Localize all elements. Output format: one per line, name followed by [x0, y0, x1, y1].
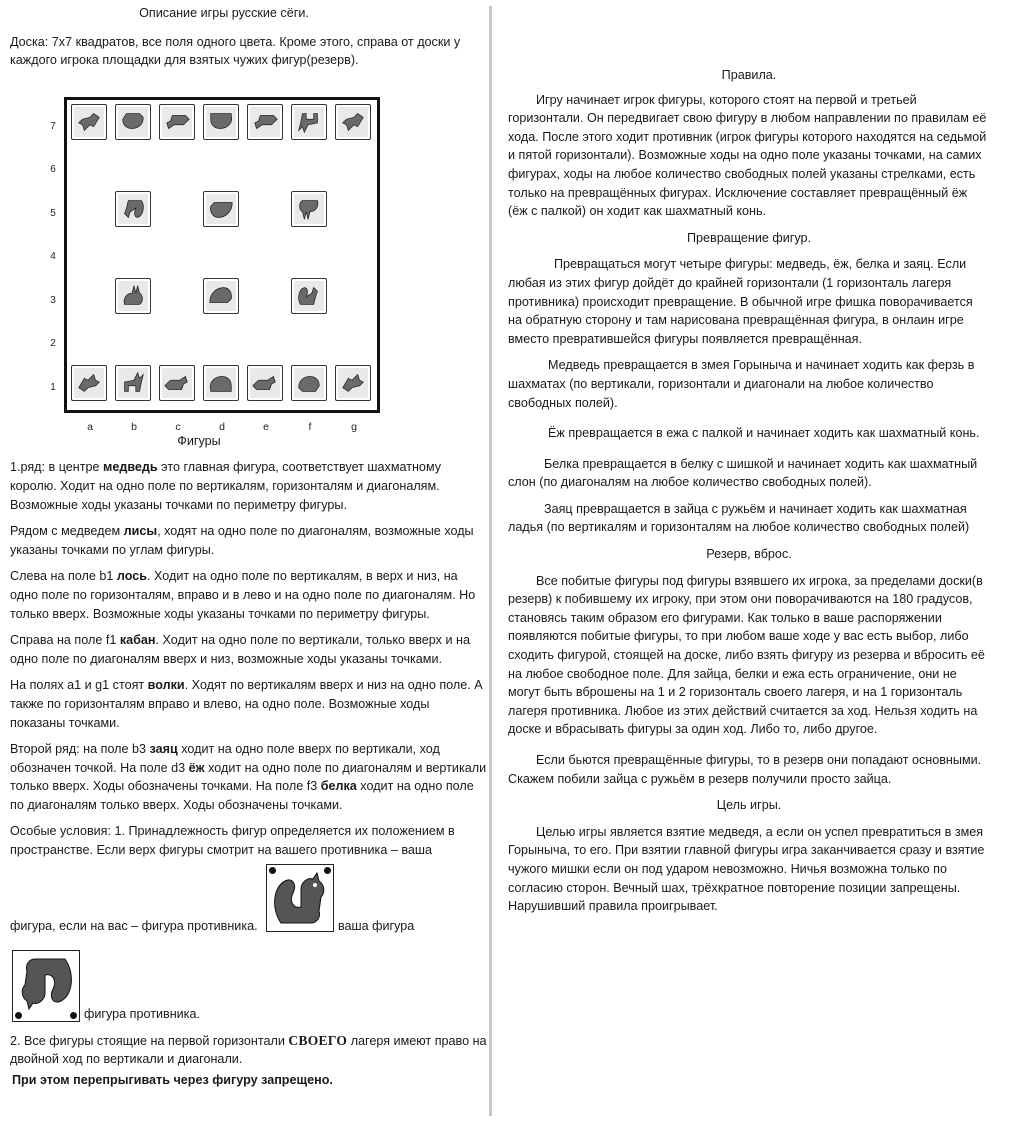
- board-cell[interactable]: [287, 361, 331, 404]
- game-piece[interactable]: [335, 365, 371, 401]
- squirrel-icon: [119, 195, 147, 223]
- board-cell[interactable]: [199, 274, 243, 317]
- rules-text: Игру начинает игрок фигуры, которого стоят на первой и третьей горизонтали. Он передвигает свою фигуру в любом направлении по правилам её хода. После этого ходит противник (игрок фигуры которого находятся на седьмой и пятой горизонтали). Возможные ходы на одно поле указаны точками, на самих фигурах, ходы на любое количество свободных полей указаны стрелками, есть только на превращённых фигурах. Исключение составляет превращённый ёж (ёж с палкой) он ходит как шахматный конь.: [508, 92, 987, 219]
- reserve-promoted: Если бьются превращённые фигуры, то в резерв они попадают основными. Скажем побили зайца с ружьём в резерв получили просто зайца.: [508, 753, 982, 786]
- enemy-example: [10, 950, 488, 1022]
- row-label: 2: [50, 338, 56, 350]
- squirrel-icon: [267, 865, 333, 931]
- board-cell[interactable]: [111, 187, 155, 230]
- board-cell[interactable]: [67, 361, 111, 404]
- board-cell[interactable]: [287, 274, 331, 317]
- column-label: a: [87, 420, 93, 433]
- game-piece[interactable]: [335, 104, 371, 140]
- board-cell[interactable]: [111, 361, 155, 404]
- board-cell[interactable]: [155, 100, 199, 143]
- game-piece[interactable]: [291, 104, 327, 140]
- game-piece[interactable]: [203, 278, 239, 314]
- boar-description: Справа на поле f1 кабан. Ходит на одно поле по вертикали, только вверх и на одно поле по диагоналям вверх и низ, возможные ходы указаны точками.: [10, 633, 470, 666]
- hare-icon: [119, 282, 147, 310]
- fox-description: Рядом с медведем лисы, ходят на одно поле по диагоналям, возможные ходы указаны точками по углам фигуры.: [10, 524, 474, 557]
- promotion-hare: Заяц превращается в зайца с ружьём и начинает ходить как шахматная ладья (по вертикалям и горизонталям на любое количество свободных полей): [508, 501, 970, 535]
- column-divider: [489, 6, 492, 1116]
- reserve-heading: Резерв, вброс.: [706, 547, 792, 562]
- game-piece[interactable]: [203, 104, 239, 140]
- fox-icon: [75, 108, 103, 136]
- ownership-text-b: ваша фигура: [338, 919, 415, 934]
- game-piece[interactable]: [159, 365, 195, 401]
- reserve-text: Все побитые фигуры под фигуры взявшего их игрока, за пределами доски(в резерв) к побившему их игроку, при этом они поворачиваются на 180 градусов, становясь таким образом его фигурами. Как только в ваше распоряжении появляются побитые фигуры, то при любом ваше ходе у вас есть выбор, либо сходить фигурой, стоящей на доске, либо взять фигуру из резерва и вбросить её на любое свободное поле. Для зайца, белки и ежа есть ограничение, они не могут быть вброшены на 1 и 2 горизонталь своего лагеря, и на 1 горизонталь лагеря противника. Любое из этих действий считается за ход. Нельзя ходить на доске и вбрасывать фигуры за один ход. Либо то, либо другое.: [508, 573, 985, 737]
- boar-icon: [119, 108, 147, 136]
- game-piece[interactable]: [291, 365, 327, 401]
- row-label: 7: [50, 120, 56, 132]
- boar-icon: [295, 369, 323, 397]
- elk-description: Слева на поле b1 лось. Ходит на одно поле по вертикалям, в верх и низ, на одно поле по горизонталям, вправо и в лево и на одно поле по диагоналям. Но только вверх. Возможные ходы указаны точками по периметру фигуры.: [10, 569, 476, 621]
- elk-icon: [119, 369, 147, 397]
- wolf-description: На полях a1 и g1 стоят волки. Ходят по вертикалям вверх и низ на одно поле. А также по горизонталям вправо и влево, на одно поле. Возможные ходы показаны точками.: [10, 678, 483, 730]
- right-column: [508, 66, 990, 924]
- board-cell[interactable]: [199, 187, 243, 230]
- double-move-rule: 2. Все фигуры стоящие на первой горизонтали СВОЕГО лагеря имеют право на двойной ход по вертикали и диагонали.: [10, 1032, 487, 1067]
- column-label: e: [263, 420, 269, 433]
- hedgehog-icon: [207, 282, 235, 310]
- hedgehog-icon: [207, 195, 235, 223]
- row-label: 6: [50, 164, 56, 176]
- board-cell[interactable]: [287, 100, 331, 143]
- game-piece[interactable]: [71, 104, 107, 140]
- game-piece[interactable]: [159, 104, 195, 140]
- board-cell[interactable]: [199, 361, 243, 404]
- row-label: 3: [50, 294, 56, 306]
- wolf-icon: [251, 108, 279, 136]
- row-label: 5: [50, 207, 56, 219]
- board-cell[interactable]: [331, 100, 375, 143]
- game-piece[interactable]: [203, 365, 239, 401]
- squirrel-icon: [295, 282, 323, 310]
- board-cell[interactable]: [199, 100, 243, 143]
- ownership-text-a: фигура, если на вас – фигура противника.: [10, 919, 258, 934]
- row-label: 4: [50, 251, 56, 263]
- board-cell[interactable]: [67, 100, 111, 143]
- board-cell[interactable]: [243, 100, 287, 143]
- elk-icon: [295, 108, 323, 136]
- board-cell[interactable]: [331, 361, 375, 404]
- fox-icon: [339, 369, 367, 397]
- game-piece[interactable]: [291, 278, 327, 314]
- promotion-bear: Медведь превращается в змея Горыныча и начинает ходить как ферзь в шахматах (по вертикали, горизонтали и диагонали на любое количество свободных полей).: [508, 358, 975, 410]
- bear-icon: [207, 108, 235, 136]
- promotion-squirrel: Белка превращается в белку с шишкой и начинает ходить как шахматный слон (по диагоналям на любое количество свободных полей).: [508, 456, 978, 490]
- enemy-text: фигура противника.: [84, 1007, 200, 1022]
- game-piece[interactable]: [115, 278, 151, 314]
- game-piece[interactable]: [203, 191, 239, 227]
- enemy-piece-image: [12, 950, 80, 1022]
- wolf-icon: [163, 369, 191, 397]
- game-piece[interactable]: [115, 191, 151, 227]
- promotion-heading: Превращение фигур.: [686, 230, 812, 245]
- row-label: 1: [50, 381, 56, 393]
- left-column: [10, 4, 488, 1097]
- game-piece[interactable]: [115, 104, 151, 140]
- promotion-hedgehog: Ёж превращается в ежа с палкой и начинает ходить как шахматный конь.: [548, 426, 980, 441]
- no-jump-rule: При этом перепрыгивать через фигуру запрещено.: [12, 1072, 333, 1087]
- hare-icon: [295, 195, 323, 223]
- column-label: b: [131, 420, 137, 433]
- column-label: g: [351, 420, 357, 433]
- board-cell[interactable]: [287, 187, 331, 230]
- goal-text: Целью игры является взятие медведя, а если он успел превратиться в змея Горыныча, то его. При взятии главной фигуры игра заканчивается сразу и взятие чужого мишки если он под ударом невозможно. Ничья возможна только по согласию сторон. Вечный шах, трёхкратное повторение позиции запрещены. Нарушивший правила проигрывает.: [508, 824, 985, 914]
- game-piece[interactable]: [115, 365, 151, 401]
- ownership-example: [10, 864, 488, 936]
- second-row-description: Второй ряд: на поле b3 заяц ходит на одно поле вверх по вертикали, ход обозначен точкой. На поле d3 ёж ходит на одно поле по диагоналям и вертикали только вверх. Ходы обозначены точками. На поле f3 белка ходит на одно поле по диагоналям только вверх. Ходы обозначены точками.: [10, 742, 487, 812]
- board-cell[interactable]: [243, 361, 287, 404]
- rules-heading: Правила.: [721, 68, 777, 82]
- game-piece[interactable]: [71, 365, 107, 401]
- wolf-icon: [163, 108, 191, 136]
- figures-heading: Фигуры: [177, 433, 221, 448]
- promotion-intro: Превращаться могут четыре фигуры: медведь, ёж, белка и заяц. Если любая из этих фигур дойдёт до крайней горизонтали (1 горизонталь лагеря противника) происходит превращение. В обычной игре фишка поворачивается на обратную сторону и там нарисована превращённая фигура, в онлаин игре вместо превратившейся фигуры появляется превращённая.: [508, 257, 973, 346]
- fox-icon: [339, 108, 367, 136]
- game-piece[interactable]: [247, 104, 283, 140]
- wolf-icon: [251, 369, 279, 397]
- fox-icon: [75, 369, 103, 397]
- column-label: d: [219, 420, 225, 433]
- game-board-figure: [45, 96, 445, 436]
- special-conditions: Особые условия: 1. Принадлежность фигур определяется их положением в пространстве. Если верх фигуры смотрит на вашего противника – ваша: [10, 824, 455, 858]
- game-piece[interactable]: [291, 191, 327, 227]
- own-piece-image: [266, 864, 334, 932]
- board-intro: Доска: 7х7 квадратов, все поля одного цвета. Кроме этого, справа от доски у каждого игрока площадки для взятых чужих фигур(резерв).: [10, 34, 461, 68]
- bear-description: 1.ряд: в центре медведь это главная фигура, соответствует шахматному королю. Ходит на одно поле по вертикалям, горизонталям и диагоналям. Возможные ходы указаны точками по периметру фигуры.: [10, 460, 442, 512]
- game-piece[interactable]: [247, 365, 283, 401]
- board-cell[interactable]: [111, 100, 155, 143]
- column-label: f: [308, 420, 312, 433]
- bear-icon: [207, 369, 235, 397]
- goal-heading: Цель игры.: [716, 798, 782, 813]
- game-board: [64, 97, 380, 413]
- board-cell[interactable]: [111, 274, 155, 317]
- column-label: c: [175, 420, 181, 433]
- page-title: Описание игры русские сёги.: [139, 6, 309, 20]
- squirrel-upside-down-icon: [13, 951, 79, 1021]
- board-cell[interactable]: [155, 361, 199, 404]
